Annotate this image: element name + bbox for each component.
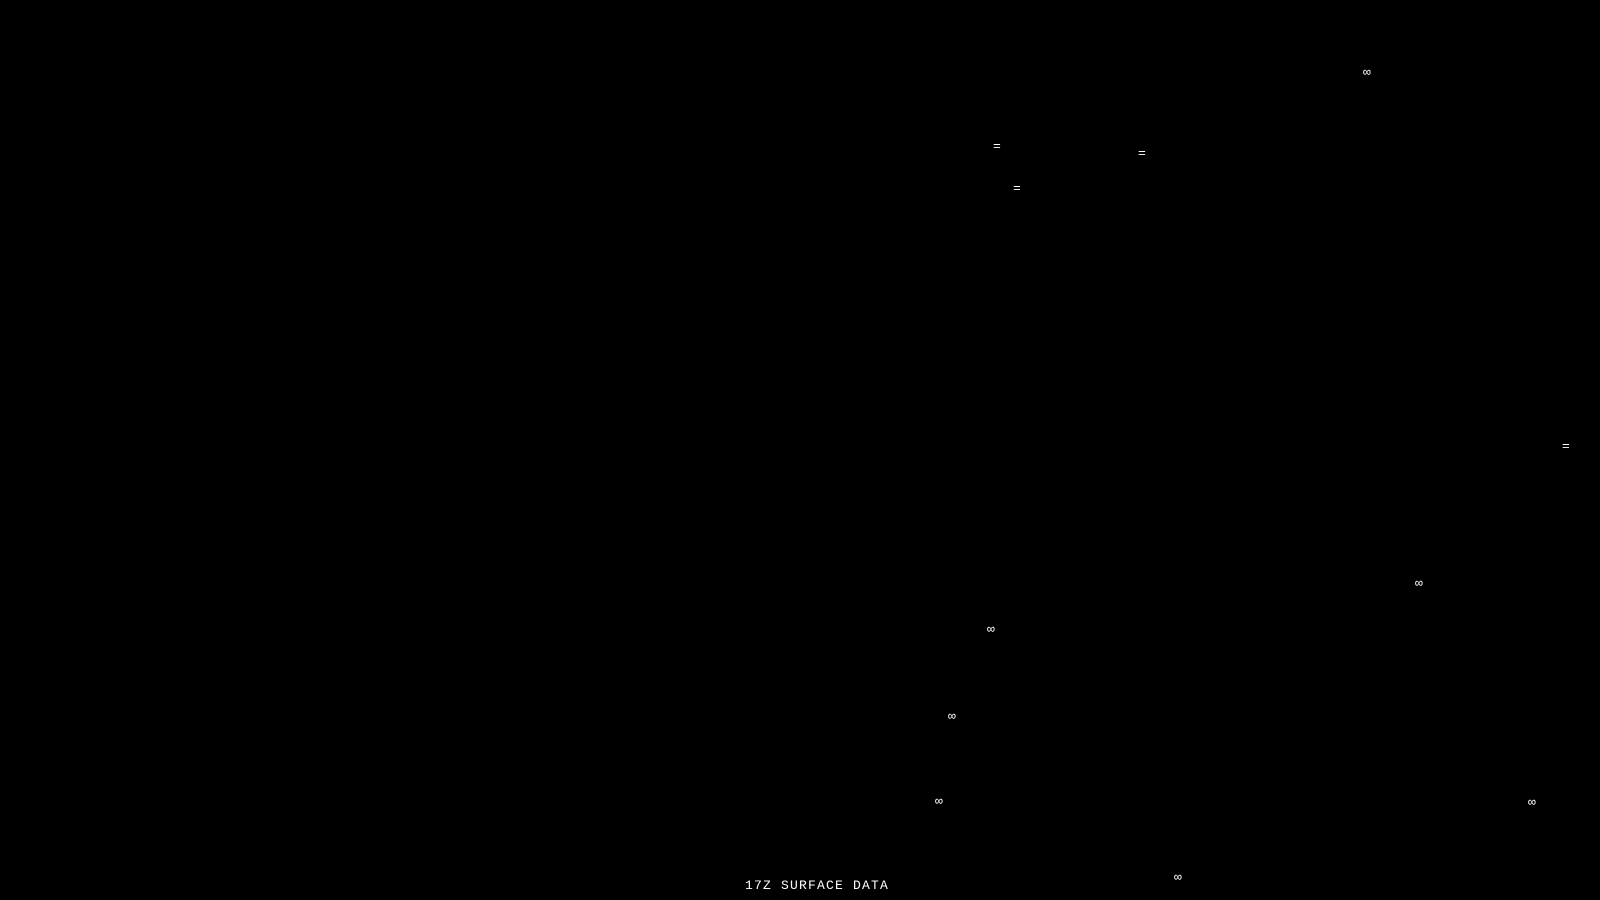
haze-symbol: = xyxy=(1562,439,1570,454)
haze-symbol: = xyxy=(1013,181,1021,196)
mist-symbol: ∞ xyxy=(1528,795,1536,810)
map-caption: 17Z SURFACE DATA xyxy=(745,878,890,893)
mist-symbol: ∞ xyxy=(948,709,956,724)
haze-symbol: = xyxy=(993,139,1001,154)
haze-symbol: = xyxy=(1138,146,1146,161)
mist-symbol: ∞ xyxy=(987,622,995,637)
mist-symbol: ∞ xyxy=(1363,65,1371,80)
mist-symbol: ∞ xyxy=(935,794,943,809)
mist-symbol: ∞ xyxy=(1174,870,1182,885)
mist-symbol: ∞ xyxy=(1415,576,1423,591)
